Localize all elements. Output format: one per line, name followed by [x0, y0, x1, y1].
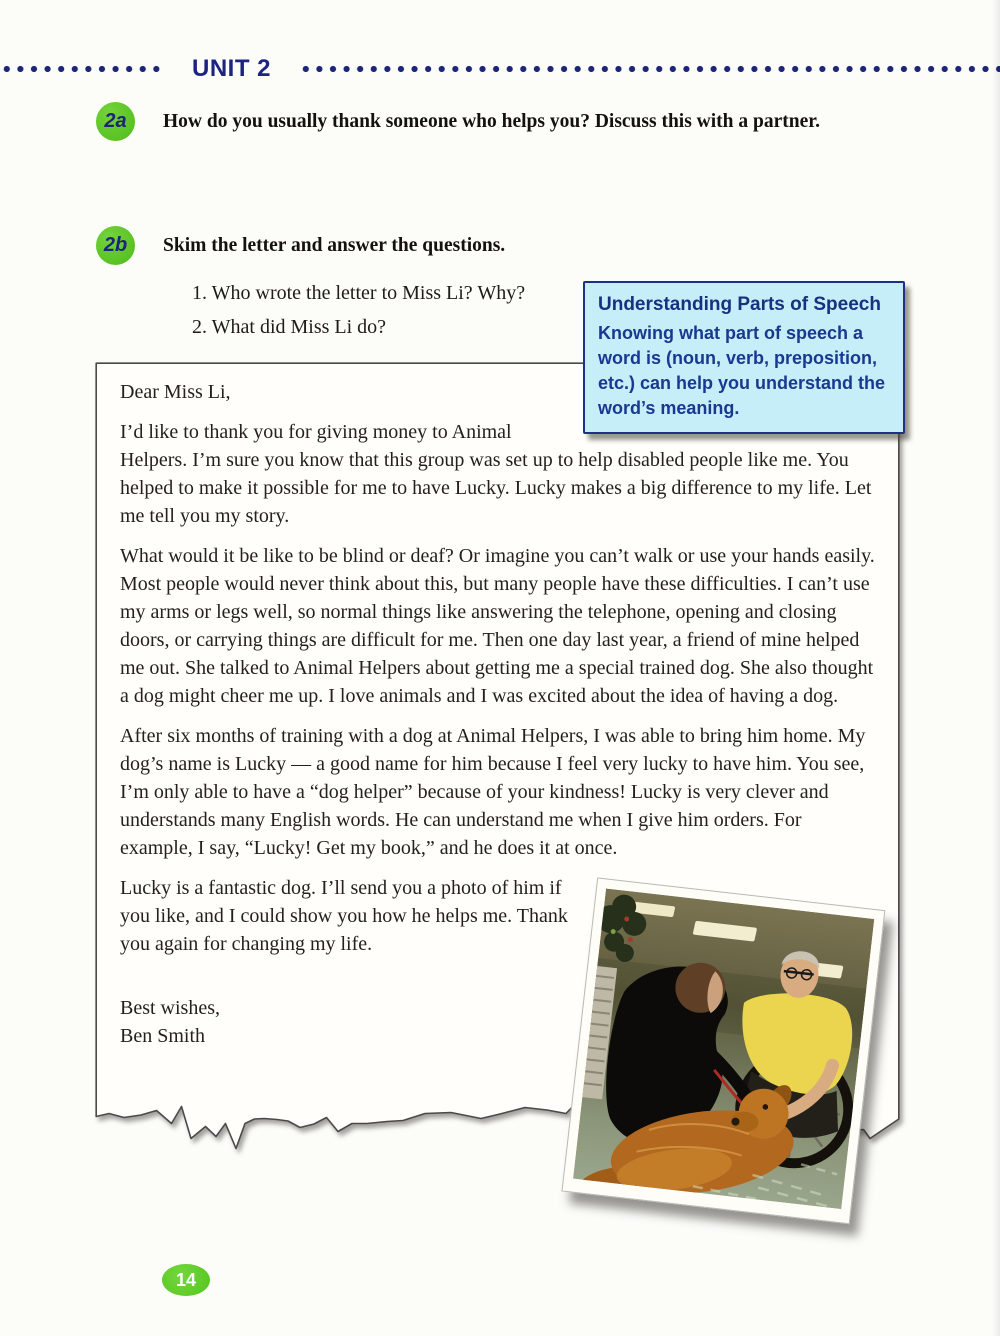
strategy-tip-box — [583, 281, 905, 434]
letter-paragraph-1: I’d like to thank you for giving money to Animal Helpers. I’m sure you know that this group was set up to help disabled people like me. You helped to make it possible for me to have Lucky. Lucky makes a big difference to my life. Let me tell you my story. — [120, 421, 872, 527]
task-text-2a: How do you usually thank someone who helps you? Discuss this with a partner. — [163, 111, 821, 132]
task-badge-2b: 2b — [96, 226, 135, 265]
question-1: 1. Who wrote the letter to Miss Li? Why? — [192, 282, 526, 304]
letter-greeting: Dear Miss Li, — [120, 381, 231, 403]
unit-label: UNIT 2 — [192, 55, 272, 82]
question-list — [192, 276, 525, 344]
unit-header-rule — [0, 57, 1000, 81]
tip-title: Understanding Parts of Speech — [598, 294, 881, 315]
dotted-rule-right — [299, 64, 1000, 74]
tip-body: Knowing what part of speech a word is (noun, verb, preposition, etc.) can help you understand the word’s meaning. — [598, 323, 886, 418]
task-text-2b: Skim the letter and answer the questions. — [163, 235, 506, 256]
letter-photo — [561, 877, 885, 1224]
dotted-rule-left — [0, 64, 160, 74]
photo-scene — [573, 888, 874, 1209]
letter-closing: Best wishes, — [120, 997, 220, 1019]
question-2: 2. What did Miss Li do? — [192, 316, 387, 338]
letter-signature: Ben Smith — [120, 1025, 206, 1047]
letter-paragraph-4: Lucky is a fantastic dog. I’ll send you a photo of him if you like, and I could show you how he helps me. Thank you again for changing my life. — [120, 877, 568, 955]
letter-paragraph-2: What would it be like to be blind or deaf? Or imagine you can’t walk or use your hands easily. Most people would never think about this, but many people have these difficulties. I can’t use my arms or legs well, so normal things like answering the telephone, opening and closing doors, or carrying things are difficult for me. Then one day last year, a friend of mine helped me out. She talked to Animal Helpers about getting me a special trained dog. She also thought a dog might cheer me up. I love animals and I was excited about the idea of having a dog. — [120, 545, 875, 707]
task-badge-2a: 2a — [96, 102, 135, 141]
scan-edge-shadow — [992, 0, 1000, 1336]
page-number: 14 — [162, 1264, 210, 1296]
letter-paragraph-3: After six months of training with a dog at Animal Helpers, I was able to bring him home. My dog’s name is Lucky — a good name for him because I feel very lucky to have him. You see, I’m only able to have a “dog helper” because of your kindness! Lucky is very clever and understands many English words. He can understand me when I give him orders. For example, I say, “Lucky! Get my book,” and he does it at once. — [120, 725, 866, 859]
